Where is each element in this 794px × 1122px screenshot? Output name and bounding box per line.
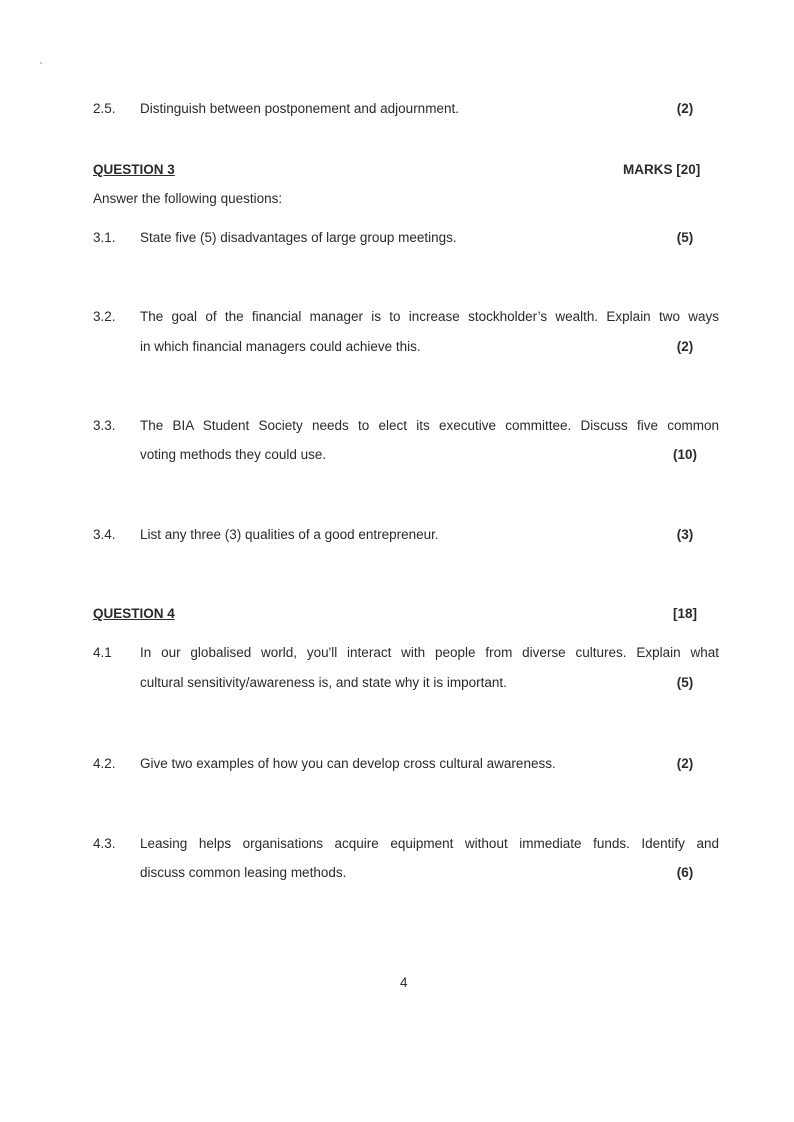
question-text: Leasing helps organisations acquire equipment without immediate funds. Identify and — [140, 836, 719, 851]
question-marks: (5) — [676, 230, 694, 245]
scan-speck — [40, 62, 42, 64]
question-text: in which financial managers could achieve this. — [140, 339, 421, 354]
question-text: The BIA Student Society needs to elect its executive committee. Discuss five common — [140, 418, 719, 433]
section-marks: [18] — [672, 606, 697, 621]
question-number: 3.1. — [93, 230, 116, 245]
question-marks: (6) — [676, 865, 694, 880]
page-number: 4 — [400, 975, 408, 990]
question-number: 3.2. — [93, 309, 116, 324]
question-marks: (2) — [676, 101, 694, 116]
question-number: 2.5. — [93, 101, 116, 116]
question-text: List any three (3) qualities of a good entrepreneur. — [140, 527, 439, 542]
question-text: The goal of the financial manager is to increase stockholder’s wealth. Explain two ways — [140, 309, 719, 324]
question-marks: (2) — [676, 756, 694, 771]
question-number: 4.1 — [93, 645, 112, 660]
question-text: voting methods they could use. — [140, 447, 327, 462]
question-text: cultural sensitivity/awareness is, and state why it is important. — [140, 675, 507, 690]
section-instruction: Answer the following questions: — [93, 191, 283, 206]
question-number: 3.4. — [93, 527, 116, 542]
section-marks: MARKS [20] — [623, 162, 701, 177]
question-text: State five (5) disadvantages of large group meetings. — [140, 230, 457, 245]
question-marks: (5) — [676, 675, 694, 690]
section-heading: QUESTION 3 — [93, 162, 175, 177]
question-number: 4.2. — [93, 756, 116, 771]
question-text: discuss common leasing methods. — [140, 865, 347, 880]
question-marks: (3) — [676, 527, 694, 542]
question-text: In our globalised world, you'll interact with people from diverse cultures. Explain what — [140, 645, 719, 660]
section-heading: QUESTION 4 — [93, 606, 175, 621]
question-text: Distinguish between postponement and adjournment. — [140, 101, 459, 116]
question-number: 4.3. — [93, 836, 116, 851]
question-number: 3.3. — [93, 418, 116, 433]
question-marks: (2) — [676, 339, 694, 354]
question-text: Give two examples of how you can develop cross cultural awareness. — [140, 756, 556, 771]
question-marks: (10) — [672, 447, 697, 462]
